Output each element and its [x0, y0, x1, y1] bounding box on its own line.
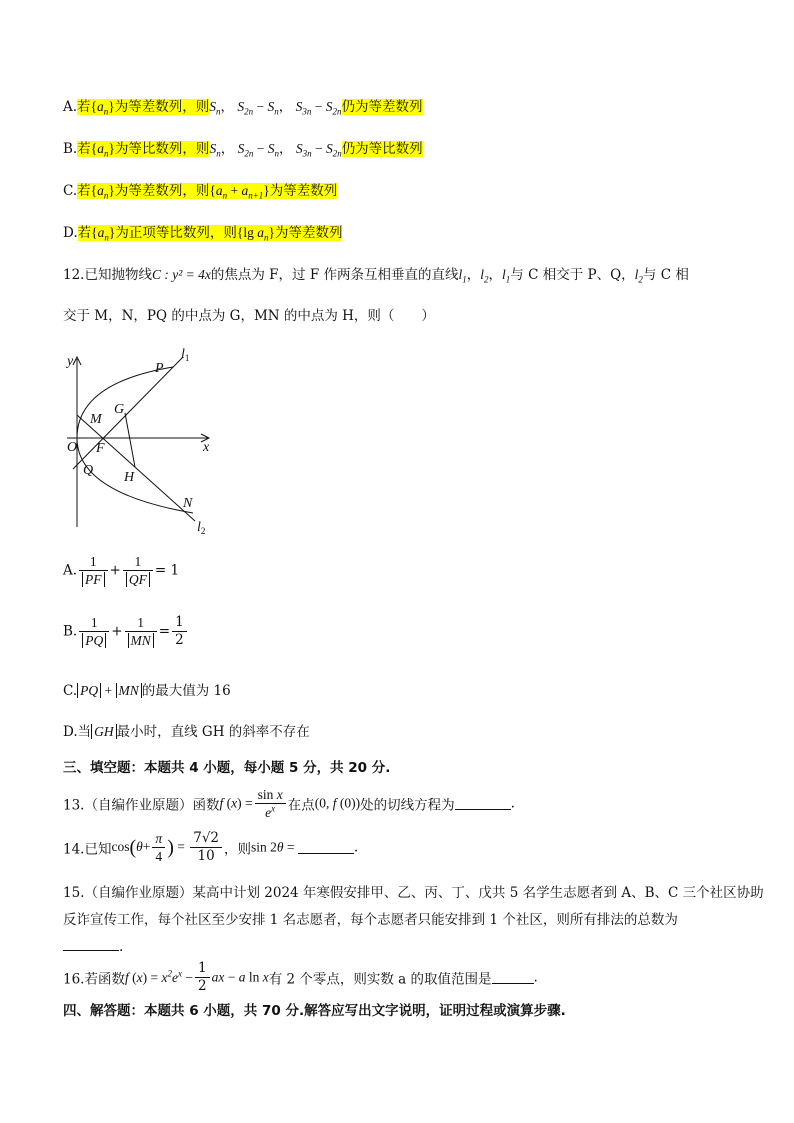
sequence-sum: $\{a_n + a_{n+1}\}$: [209, 183, 270, 201]
label-o: O: [67, 440, 78, 455]
option-text: 为等差数列，则: [114, 183, 210, 199]
label-l1: $l_1$: [181, 347, 190, 363]
option-prefix: D.: [63, 225, 78, 241]
label-p: P: [155, 361, 164, 376]
line-l2: [77, 415, 195, 521]
option-text: 仍为等差数列: [341, 99, 423, 115]
label-g: G: [114, 402, 125, 417]
question-15-line2: 反诈宣传工作，每个社区至少安排 1 名志愿者，每个志愿者只能安排到 1 个社区，则所有排法的总数为: [63, 912, 678, 928]
option-12-d: [63, 722, 310, 742]
label-x: x: [203, 440, 210, 455]
option-text: 仍为等比数列: [341, 141, 423, 157]
option-text: 若: [77, 99, 91, 115]
label-q: Q: [83, 463, 94, 478]
line-l2: $l_2$: [634, 267, 643, 285]
question-text: 有 2 个零点，则实数 a 的取值范围是: [268, 971, 492, 988]
question-16: 16.若函数f $(x) = x^2e^x$ − $\frac{1}{2}$ ax − a ln x有 2 个零点，则实数 a 的取值范围是 .: [63, 960, 538, 994]
question-12-line2: [63, 306, 435, 326]
label-l2: $l_2$: [197, 520, 206, 536]
question-text: 12.已知抛物线: [63, 267, 152, 283]
option-text: 为正项等比数列，则: [115, 225, 237, 241]
option-prefix: A.: [63, 99, 78, 115]
question-text: 的焦点为 F，过 F 作两条互相垂直的直线: [210, 267, 459, 283]
sum-of-lengths: PQ + MN: [77, 683, 142, 698]
option-prefix: B.: [63, 623, 78, 640]
option-12-a: A. $\frac{1}{PF}$ + $\frac{1}{QF}$ = 1: [63, 554, 180, 587]
question-text: 交于 M，N，PQ 的中点为 G，MN 的中点为 H，则（ ）: [63, 308, 435, 324]
option-prefix: A.: [63, 562, 78, 579]
sequence-a-n: $\{a_n\}$: [90, 99, 115, 117]
question-text: 与 C 相: [642, 267, 689, 283]
label-n: N: [183, 496, 193, 511]
answer-blank[interactable]: [455, 797, 511, 810]
question-text: ，则: [224, 841, 252, 858]
question-text: 14.已知: [63, 841, 112, 858]
option-text: 的最大值为 16: [141, 683, 231, 699]
option-prefix: B.: [63, 141, 78, 157]
option-11-b: [63, 139, 423, 159]
option-text: 若: [77, 183, 91, 199]
option-text: 为等差数列: [269, 183, 338, 199]
parabola-figure: [63, 345, 223, 545]
option-prefix: C.: [63, 683, 78, 699]
option-prefix: D.当: [63, 724, 92, 740]
question-15-line1: 15.（自编作业原题）某高中计划 2024 年寒假安排甲、乙、丙、丁、戊共 5 名学生志愿者到 A、B、C 三个社区协助: [63, 885, 764, 901]
sum-expressions: $S_n$， $S_{2n} - S_n$， $S_{3n} - S_{2n}$: [209, 141, 342, 159]
line-names: $l_1$，$l_2$，$l_1$: [458, 267, 511, 285]
equation-rhs: = 1: [154, 562, 180, 579]
question-text: 在点: [287, 797, 315, 814]
label-h: H: [124, 470, 135, 485]
option-text: 为等差数列，则: [114, 99, 210, 115]
question-13: 13.（自编作业原题）函数f (x) = $\frac{\text{sin x}}{e^x}$ 在点(0, f (0))处的切线方程为 .: [63, 787, 515, 820]
option-11-c: [63, 181, 337, 201]
option-11-d: [63, 223, 342, 243]
answer-blank[interactable]: [63, 938, 119, 951]
label-m: M: [90, 412, 102, 427]
question-14: 14.已知cos(θ+ $\frac{\pi}{4}$ ) = $\frac{7√2}{10}$ ，则sin 2θ = .: [63, 830, 359, 864]
parabola-equation: C : y² = 4x: [151, 267, 211, 282]
option-text: 为等差数列: [274, 225, 343, 241]
option-12-c: [63, 681, 231, 701]
option-text: 若: [77, 225, 92, 241]
sequence-a-n: $\{a_n\}$: [90, 183, 115, 201]
option-prefix: C.: [63, 183, 78, 199]
parabola-curve: [77, 367, 193, 513]
option-text: 为等比数列，则: [114, 141, 210, 157]
question-text: 处的切线方程为: [360, 797, 455, 814]
option-text: 最小时，直线 GH 的斜率不存在: [116, 724, 310, 740]
length-gh: GH: [91, 724, 117, 739]
question-15-line3: .: [63, 937, 123, 957]
option-text: 若: [77, 141, 91, 157]
label-y: y: [67, 354, 74, 369]
question-text: 16.若函数: [63, 971, 125, 988]
question-text: 13.（自编作业原题）函数: [63, 797, 220, 814]
sequence-a-n: $\{a_n\}$: [90, 141, 115, 159]
section-3-heading: 三、填空题：本题共 4 小题，每小题 5 分，共 20 分.: [63, 760, 391, 776]
section-4-heading: 四、解答题：本题共 6 小题，共 70 分.解答应写出文字说明，证明过程或演算步骤.: [63, 1003, 566, 1019]
answer-blank[interactable]: [298, 841, 354, 854]
label-f: F: [96, 441, 105, 456]
option-11-a: [63, 97, 423, 117]
question-12-line1: [63, 265, 689, 285]
option-12-b: B. $\frac{1}{PQ}$ + $\frac{1}{MN}$ = $\frac{1}{2}$: [63, 614, 189, 649]
answer-blank[interactable]: [492, 971, 534, 984]
sequence-a-n: $\{a_n\}$: [91, 225, 116, 243]
sum-expressions: $S_n$， $S_{2n} - S_n$， $S_{3n} - S_{2n}$: [209, 99, 342, 117]
question-text: 与 C 相交于 P、Q，: [510, 267, 635, 283]
sequence-lg: {lg $a_n$}: [236, 225, 275, 243]
